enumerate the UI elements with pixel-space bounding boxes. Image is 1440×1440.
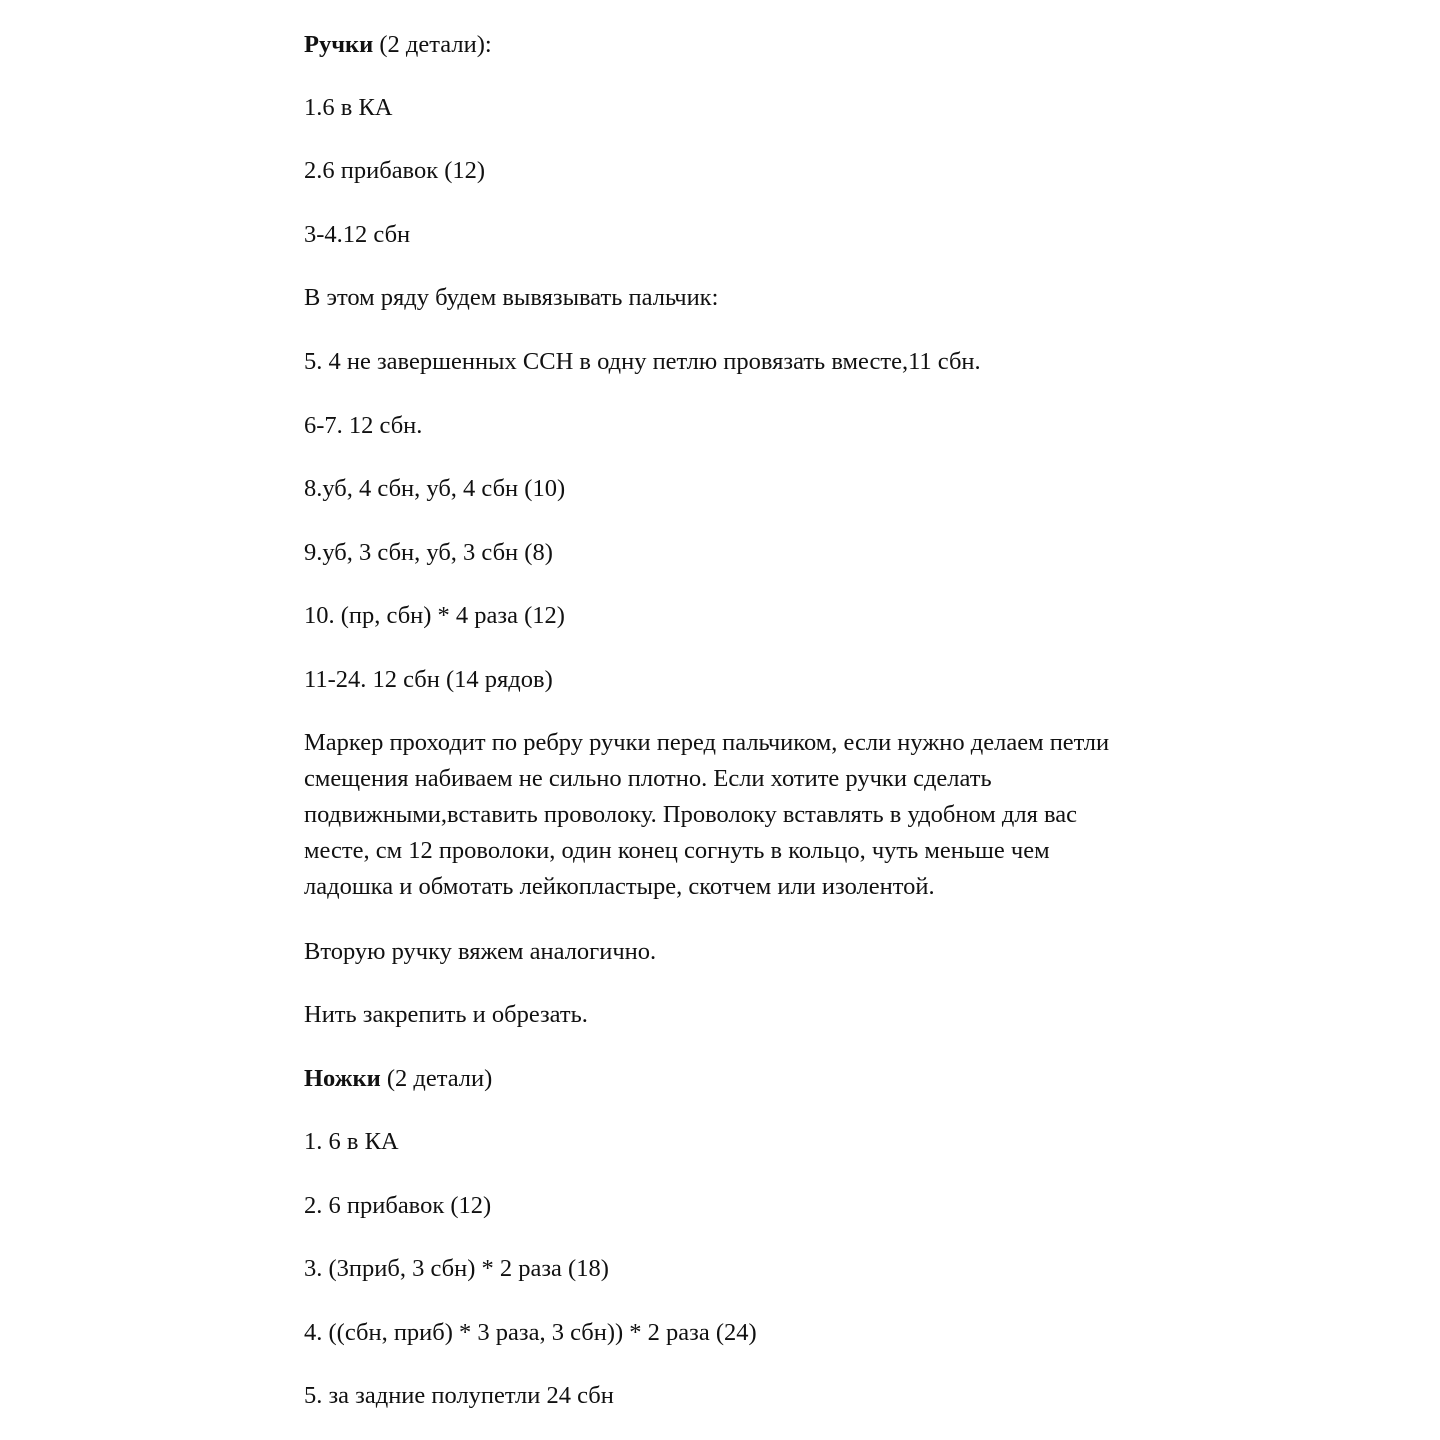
hands-note: В этом ряду будем вывязывать пальчик: xyxy=(304,284,719,311)
hands-heading-bold: Ручки xyxy=(304,31,374,58)
hands-heading-suffix: (2 детали): xyxy=(373,31,492,58)
legs-heading-suffix: (2 детали) xyxy=(380,1065,493,1092)
marker-paragraph-line: подвижными,вставить проволоку. Проволоку вставлять в удобном для вас xyxy=(304,801,1077,828)
hands-row-9: 9.уб, 3 сбн, уб, 3 сбн (8) xyxy=(304,539,553,566)
hands-row-10: 10. (пр, сбн) * 4 раза (12) xyxy=(304,602,565,629)
second-hand-note: Вторую ручку вяжем аналогично. xyxy=(304,938,657,965)
section-heading-legs xyxy=(304,1061,492,1097)
marker-paragraph-line: месте, см 12 проволоки, один конец согнуть в кольцо, чуть меньше чем xyxy=(304,837,1050,864)
hands-row-6: 6-7. 12 сбн. xyxy=(304,412,423,439)
section-heading-hands xyxy=(304,27,492,63)
legs-row-4: 4. ((сбн, приб) * 3 раза, 3 сбн)) * 2 раза (24) xyxy=(304,1319,757,1346)
legs-row-1: 1. 6 в КА xyxy=(304,1128,399,1155)
hands-row-2: 2.6 прибавок (12) xyxy=(304,157,486,184)
finish-note: Нить закрепить и обрезать. xyxy=(304,1001,588,1028)
hands-row-8: 8.уб, 4 сбн, уб, 4 сбн (10) xyxy=(304,475,566,502)
legs-row-2: 2. 6 прибавок (12) xyxy=(304,1192,492,1219)
marker-paragraph xyxy=(304,725,1234,905)
hands-row-3: 3-4.12 сбн xyxy=(304,221,411,248)
hands-row-1: 1.6 в КА xyxy=(304,94,393,121)
legs-heading-bold: Ножки xyxy=(304,1065,381,1092)
marker-paragraph-line: ладошка и обмотать лейкопластыре, скотчем или изолентой. xyxy=(304,873,935,900)
marker-paragraph-line: смещения набиваем не сильно плотно. Если хотите ручки сделать xyxy=(304,765,992,792)
legs-row-3: 3. (3приб, 3 сбн) * 2 раза (18) xyxy=(304,1255,609,1282)
legs-row-5: 5. за задние полупетли 24 сбн xyxy=(304,1382,614,1409)
hands-row-11: 11-24. 12 сбн (14 рядов) xyxy=(304,666,553,693)
marker-paragraph-line: Маркер проходит по ребру ручки перед пальчиком, если нужно делаем петли xyxy=(304,729,1110,756)
hands-row-5: 5. 4 не завершенных ССН в одну петлю провязать вместе,11 сбн. xyxy=(304,348,981,375)
